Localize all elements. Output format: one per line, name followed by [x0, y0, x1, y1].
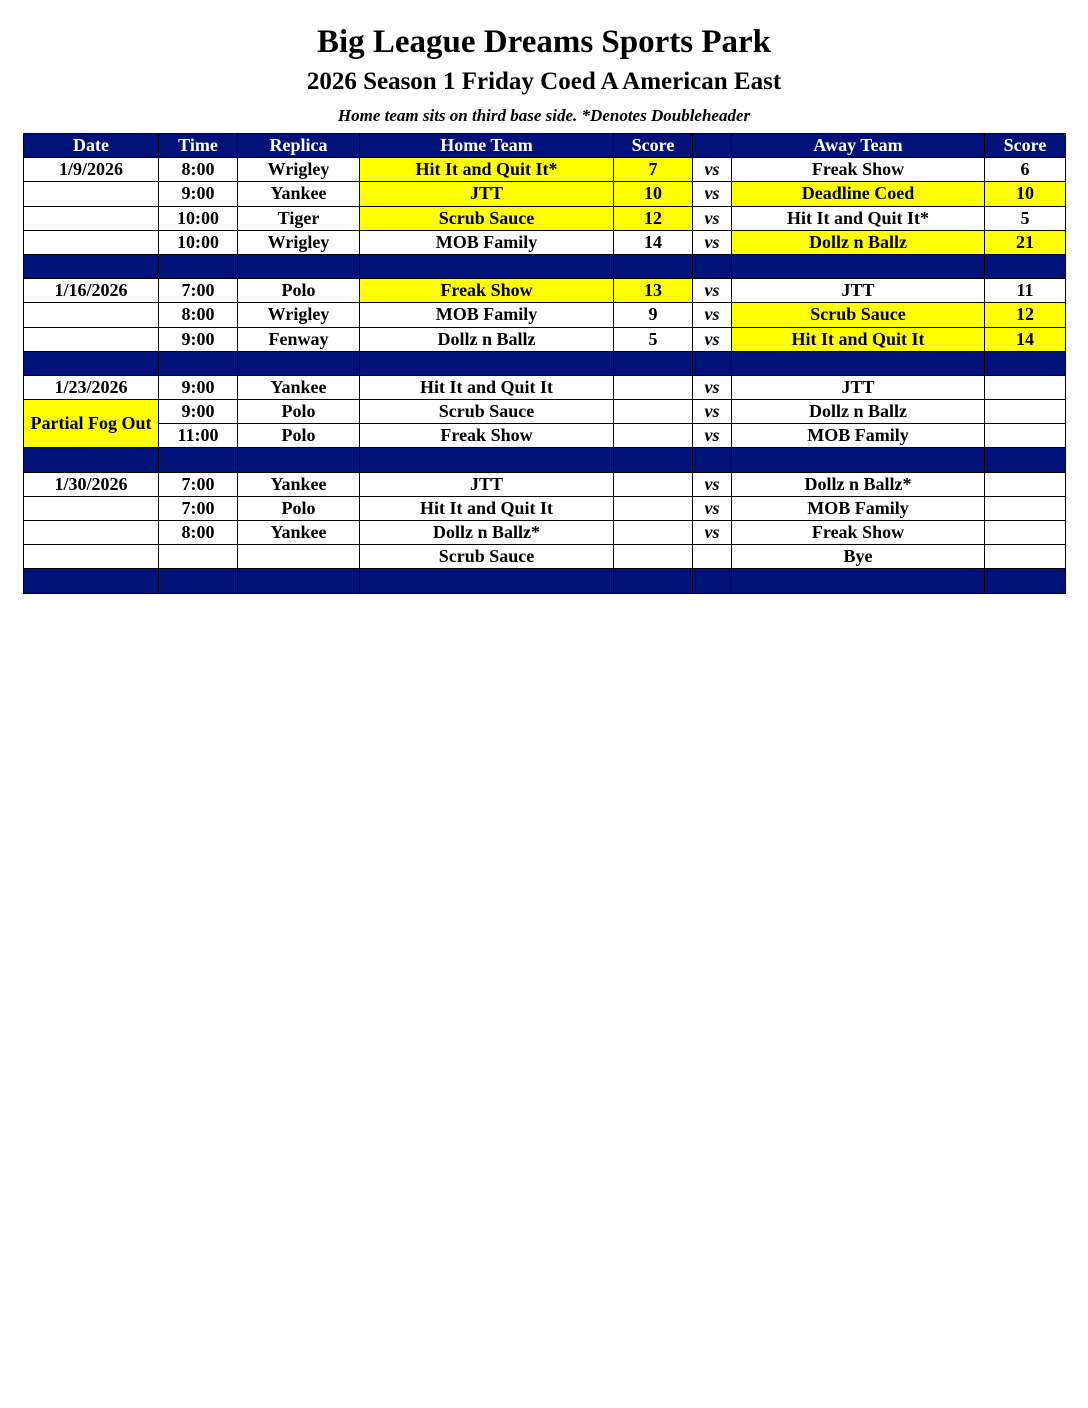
- table-row: [24, 400, 1066, 424]
- page-title: Big League Dreams Sports Park: [316, 24, 772, 60]
- replica-cell: Yankee: [238, 521, 360, 545]
- away-team-cell: MOB Family: [732, 496, 985, 520]
- date-cell: [24, 206, 159, 230]
- away-score-cell: [985, 424, 1066, 448]
- date-cell: 1/30/2026: [24, 472, 159, 496]
- home-team-cell: MOB Family: [360, 303, 614, 327]
- vs-cell: vs: [693, 400, 732, 424]
- home-score-cell: 14: [614, 230, 693, 254]
- home-score-cell: [614, 545, 693, 569]
- table-row: [24, 521, 1066, 545]
- away-score-cell: [985, 521, 1066, 545]
- table-row: [24, 545, 1066, 569]
- table-header-row: [24, 134, 1066, 158]
- away-score-cell: 11: [985, 279, 1066, 303]
- time-cell: 11:00: [159, 424, 238, 448]
- table-row: [24, 327, 1066, 351]
- date-cell: [24, 303, 159, 327]
- replica-cell: Yankee: [238, 182, 360, 206]
- vs-cell: vs: [693, 182, 732, 206]
- away-score-cell: 10: [985, 182, 1066, 206]
- replica-cell: Tiger: [238, 206, 360, 230]
- away-score-cell: 14: [985, 327, 1066, 351]
- header-replica: Replica: [238, 134, 360, 158]
- table-row: [24, 279, 1066, 303]
- away-team-cell: Dollz n Ballz*: [732, 472, 985, 496]
- home-team-cell: JTT: [360, 182, 614, 206]
- table-row: [24, 303, 1066, 327]
- date-cell: [24, 182, 159, 206]
- table-row: [24, 472, 1066, 496]
- away-score-cell: 12: [985, 303, 1066, 327]
- vs-cell: vs: [693, 472, 732, 496]
- time-cell: [159, 545, 238, 569]
- away-team-cell: Freak Show: [732, 158, 985, 182]
- away-score-cell: 6: [985, 158, 1066, 182]
- date-cell: 1/23/2026: [24, 375, 159, 399]
- home-team-cell: Hit It and Quit It: [360, 496, 614, 520]
- header-time: Time: [159, 134, 238, 158]
- home-score-cell: 10: [614, 182, 693, 206]
- away-team-cell: Hit It and Quit It*: [732, 206, 985, 230]
- date-cell: [24, 521, 159, 545]
- table-row: [24, 206, 1066, 230]
- time-cell: 7:00: [159, 279, 238, 303]
- home-team-cell: Scrub Sauce: [360, 545, 614, 569]
- vs-cell: vs: [693, 279, 732, 303]
- away-score-cell: [985, 496, 1066, 520]
- replica-cell: Polo: [238, 400, 360, 424]
- home-team-cell: Dollz n Ballz*: [360, 521, 614, 545]
- away-team-cell: JTT: [732, 375, 985, 399]
- header-vs: [693, 134, 732, 158]
- table-row: [24, 158, 1066, 182]
- header-date: Date: [24, 134, 159, 158]
- away-score-cell: [985, 400, 1066, 424]
- date-cell: [24, 230, 159, 254]
- home-score-cell: 12: [614, 206, 693, 230]
- schedule-note: Home team sits on third base side. *Denotes Doubleheader: [337, 106, 751, 125]
- away-team-cell: Scrub Sauce: [732, 303, 985, 327]
- week-separator-row: [24, 448, 1066, 472]
- replica-cell: Yankee: [238, 375, 360, 399]
- date-cell: [24, 327, 159, 351]
- header-home-team: Home Team: [360, 134, 614, 158]
- time-cell: 8:00: [159, 303, 238, 327]
- away-team-cell: JTT: [732, 279, 985, 303]
- time-cell: 9:00: [159, 327, 238, 351]
- away-score-cell: [985, 545, 1066, 569]
- vs-cell-empty: [693, 545, 732, 569]
- home-team-cell: MOB Family: [360, 230, 614, 254]
- home-score-cell: [614, 424, 693, 448]
- vs-cell: vs: [693, 206, 732, 230]
- home-team-cell: Hit It and Quit It: [360, 375, 614, 399]
- home-team-cell: Freak Show: [360, 424, 614, 448]
- away-score-cell: 21: [985, 230, 1066, 254]
- away-score-cell: [985, 375, 1066, 399]
- time-cell: 10:00: [159, 206, 238, 230]
- time-cell: 10:00: [159, 230, 238, 254]
- replica-cell: Polo: [238, 279, 360, 303]
- fog-out-note-cell: Partial Fog Out: [24, 400, 159, 448]
- away-team-cell: Deadline Coed: [732, 182, 985, 206]
- home-score-cell: 9: [614, 303, 693, 327]
- time-cell: 9:00: [159, 182, 238, 206]
- date-cell: [24, 496, 159, 520]
- away-team-cell: Freak Show: [732, 521, 985, 545]
- replica-cell: Polo: [238, 424, 360, 448]
- home-team-cell: Scrub Sauce: [360, 400, 614, 424]
- week-separator-row: [24, 254, 1066, 278]
- home-score-cell: 5: [614, 327, 693, 351]
- away-team-cell: Hit It and Quit It: [732, 327, 985, 351]
- time-cell: 9:00: [159, 400, 238, 424]
- home-score-cell: [614, 472, 693, 496]
- page-subtitle: 2026 Season 1 Friday Coed A American East: [306, 68, 782, 95]
- vs-cell: vs: [693, 327, 732, 351]
- header-away-team: Away Team: [732, 134, 985, 158]
- home-score-cell: [614, 400, 693, 424]
- date-cell: 1/9/2026: [24, 158, 159, 182]
- home-score-cell: [614, 496, 693, 520]
- replica-cell: Fenway: [238, 327, 360, 351]
- away-team-cell: Dollz n Ballz: [732, 400, 985, 424]
- away-team-cell: Dollz n Ballz: [732, 230, 985, 254]
- time-cell: 9:00: [159, 375, 238, 399]
- home-team-cell: Hit It and Quit It*: [360, 158, 614, 182]
- week-separator-row: [24, 351, 1066, 375]
- replica-cell: Yankee: [238, 472, 360, 496]
- replica-cell: Wrigley: [238, 230, 360, 254]
- replica-cell: [238, 545, 360, 569]
- home-score-cell: 13: [614, 279, 693, 303]
- home-score-cell: 7: [614, 158, 693, 182]
- away-score-cell: 5: [985, 206, 1066, 230]
- date-cell: 1/16/2026: [24, 279, 159, 303]
- replica-cell: Polo: [238, 496, 360, 520]
- date-cell: [24, 545, 159, 569]
- home-team-cell: Dollz n Ballz: [360, 327, 614, 351]
- time-cell: 7:00: [159, 496, 238, 520]
- table-row: [24, 375, 1066, 399]
- week-separator-row: [24, 569, 1066, 593]
- away-team-cell: MOB Family: [732, 424, 985, 448]
- schedule-table: [23, 133, 1066, 594]
- table-row: [24, 182, 1066, 206]
- header-home-score: Score: [614, 134, 693, 158]
- home-team-cell: Scrub Sauce: [360, 206, 614, 230]
- vs-cell: vs: [693, 375, 732, 399]
- away-team-cell: Bye: [732, 545, 985, 569]
- replica-cell: Wrigley: [238, 303, 360, 327]
- time-cell: 8:00: [159, 521, 238, 545]
- table-row: [24, 230, 1066, 254]
- table-row: [24, 424, 1066, 448]
- home-team-cell: JTT: [360, 472, 614, 496]
- time-cell: 7:00: [159, 472, 238, 496]
- header-away-score: Score: [985, 134, 1066, 158]
- home-score-cell: [614, 375, 693, 399]
- vs-cell: vs: [693, 303, 732, 327]
- replica-cell: Wrigley: [238, 158, 360, 182]
- vs-cell: vs: [693, 230, 732, 254]
- away-score-cell: [985, 472, 1066, 496]
- table-row: [24, 496, 1066, 520]
- time-cell: 8:00: [159, 158, 238, 182]
- vs-cell: vs: [693, 496, 732, 520]
- vs-cell: vs: [693, 424, 732, 448]
- home-score-cell: [614, 521, 693, 545]
- vs-cell: vs: [693, 158, 732, 182]
- home-team-cell: Freak Show: [360, 279, 614, 303]
- vs-cell: vs: [693, 521, 732, 545]
